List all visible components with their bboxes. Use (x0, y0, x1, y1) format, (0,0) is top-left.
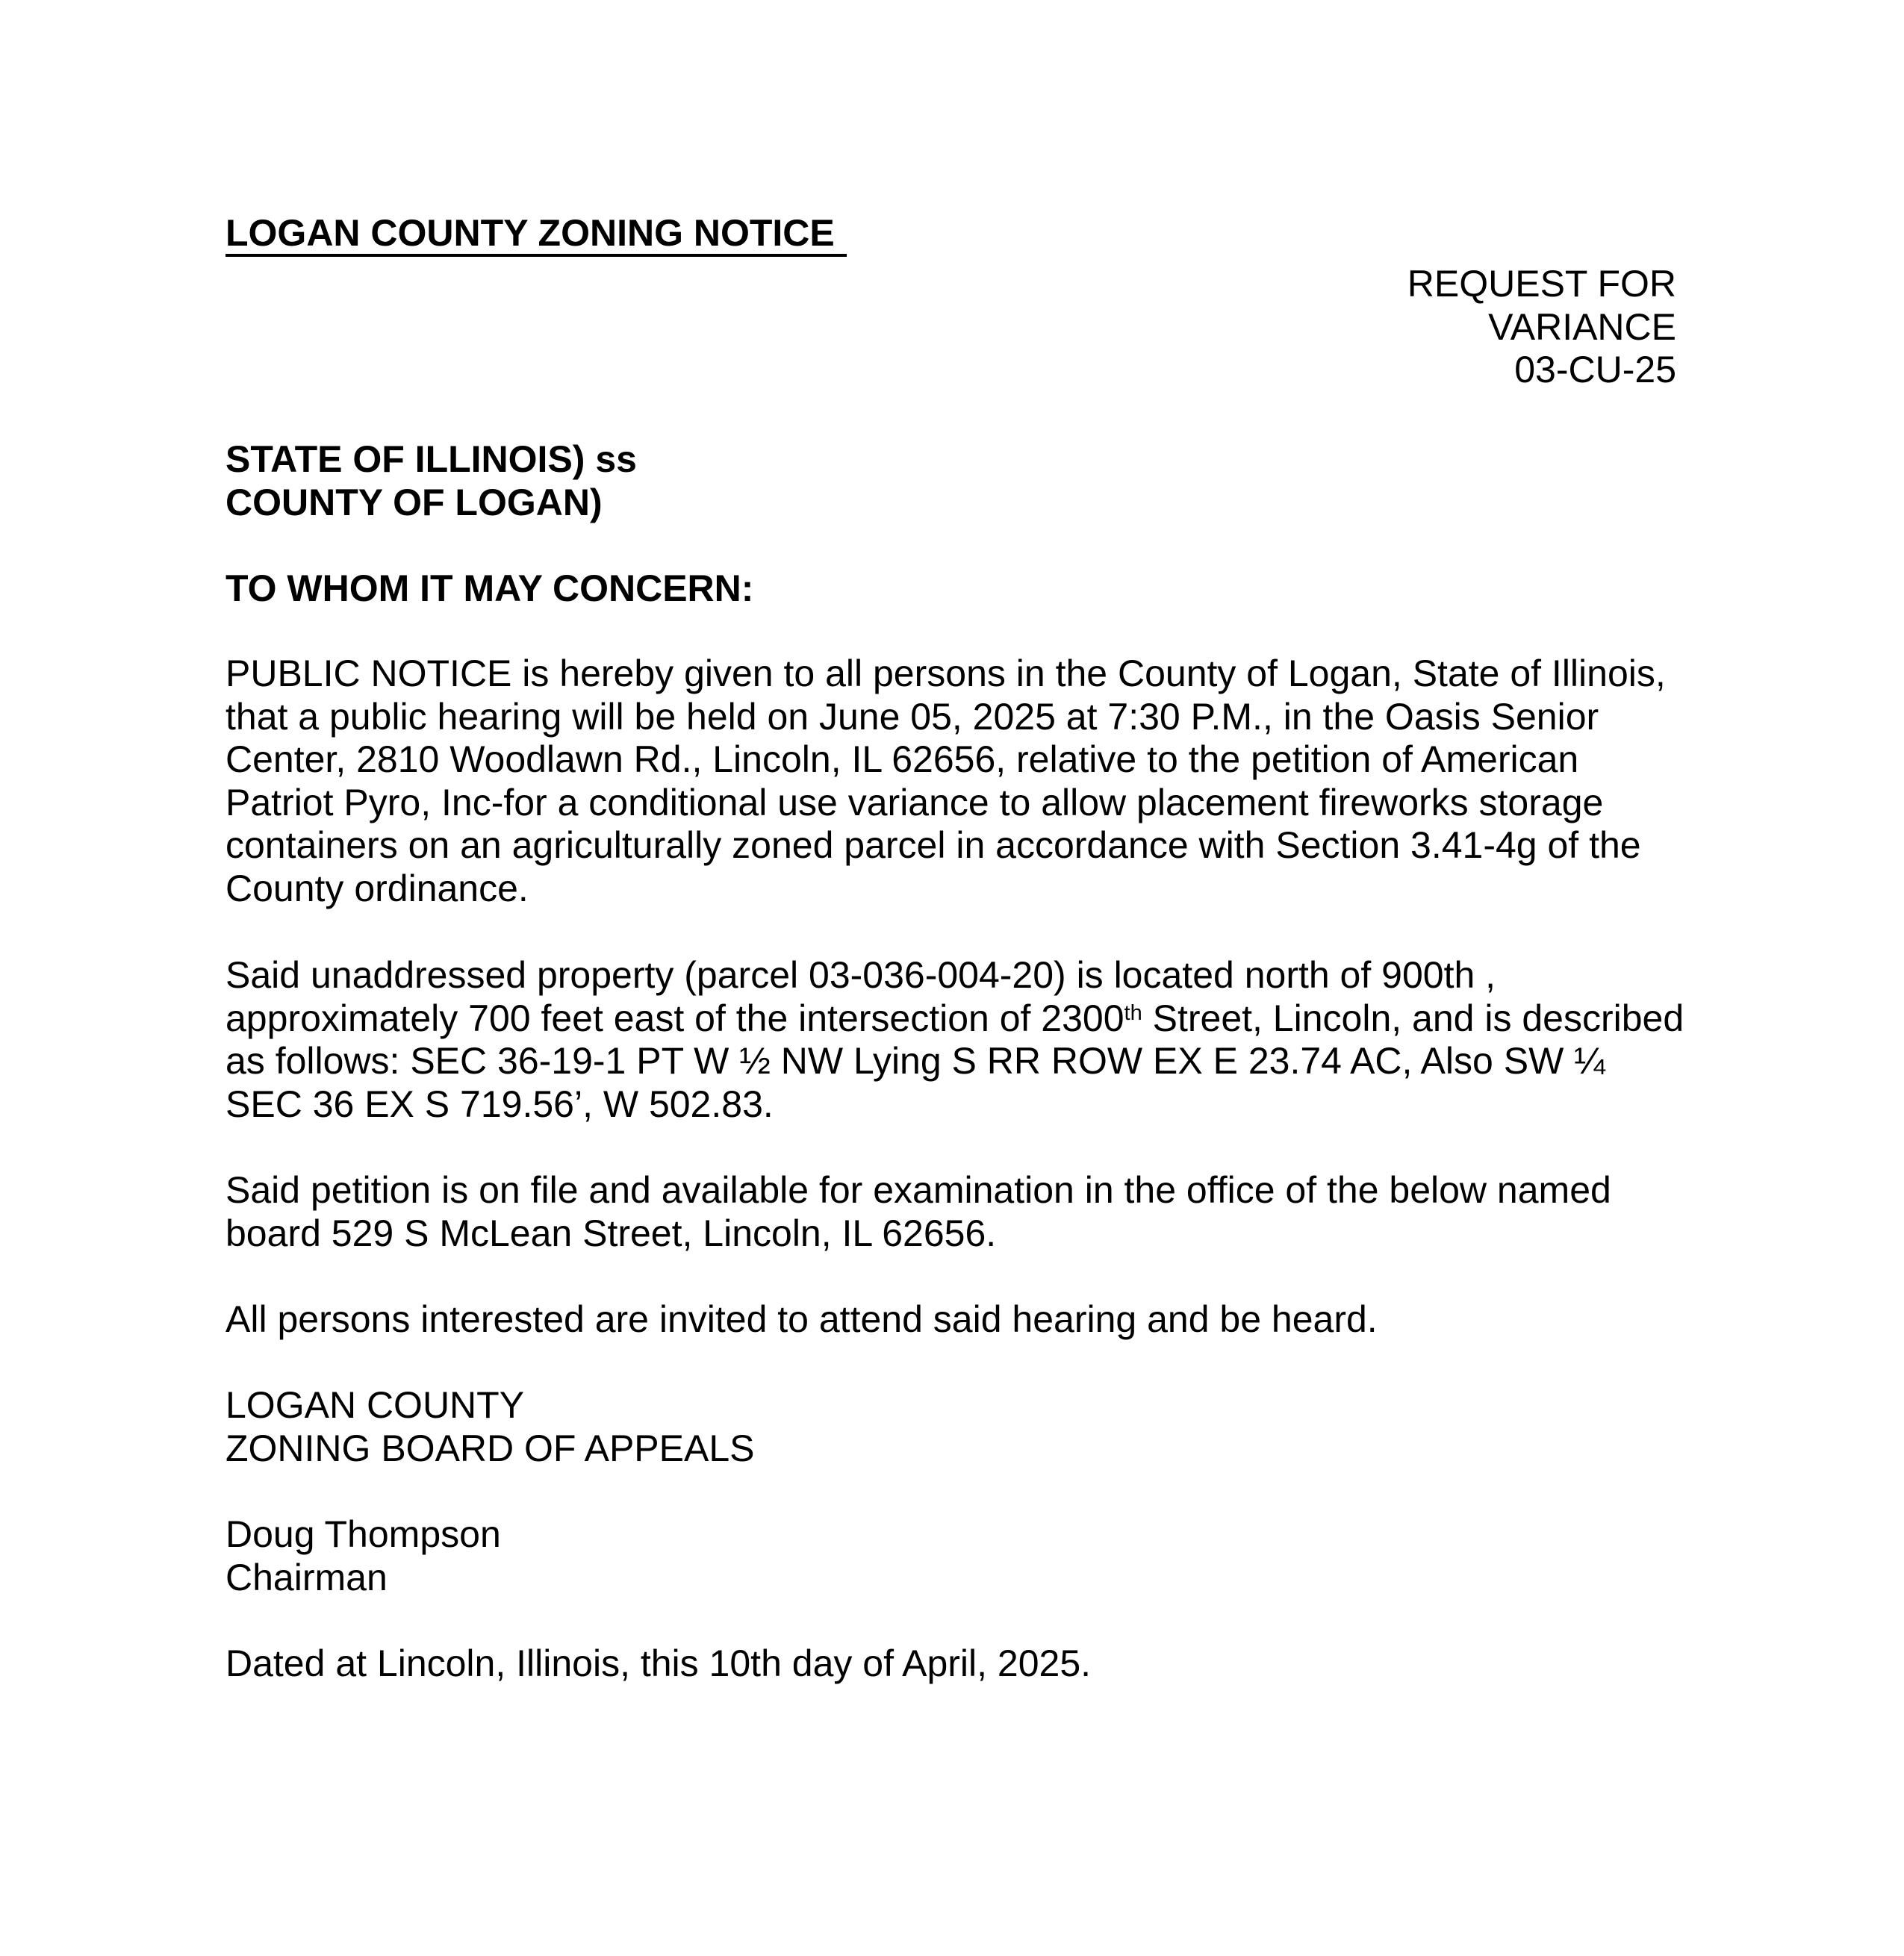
public-notice-line: that a public hearing will be held on June 05, 2025 at 7:30 P.M., in the Oasis Senior (225, 695, 1599, 738)
public-notice-paragraph (225, 652, 1676, 911)
property-line: SEC 36 EX S 719.56’, W 502.83. (225, 1083, 774, 1125)
signer-name: Doug Thompson (225, 1513, 501, 1555)
property-line-2-pre: approximately 700 feet east of the intersection of 2300 (225, 997, 1124, 1039)
property-description-paragraph (225, 954, 1684, 1126)
petition-on-file-paragraph (225, 1169, 1676, 1255)
petition-line: Said petition is on file and available for examination in the office of the below named (225, 1169, 1611, 1211)
property-line-2-post: Street, Lincoln, and is described (1142, 997, 1684, 1039)
public-notice-line: Patriot Pyro, Inc-for a conditional use variance to allow placement fireworks storage (225, 781, 1604, 823)
request-block (225, 263, 1676, 392)
notice-title-block (225, 212, 1676, 257)
notice-title: LOGAN COUNTY ZONING NOTICE (225, 214, 847, 257)
case-number: 03-CU-25 (1514, 349, 1676, 391)
salutation: TO WHOM IT MAY CONCERN: (225, 567, 754, 609)
property-line: Said unaddressed property (parcel 03-036-004-20) is located north of 900th , (225, 954, 1496, 996)
property-line: as follows: SEC 36-19-1 PT W ½ NW Lying S RR ROW EX E 23.74 AC, Also SW ¼ (225, 1040, 1605, 1083)
issuing-board-block (225, 1384, 1676, 1470)
property-line (225, 997, 1684, 1041)
public-notice-line: Center, 2810 Woodlawn Rd., Lincoln, IL 62656, relative to the petition of American (225, 738, 1579, 781)
petition-line: board 529 S McLean Street, Lincoln, IL 62656. (225, 1212, 997, 1254)
signer-title: Chairman (225, 1556, 388, 1598)
jurat-block (225, 438, 1676, 524)
invitation-line: All persons interested are invited to attend said hearing and be heard. (225, 1298, 1378, 1340)
request-line-2: VARIANCE (1488, 305, 1676, 348)
public-notice-line: containers on an agriculturally zoned parcel in accordance with Section 3.41-4g of the (225, 824, 1641, 867)
board-name-line: ZONING BOARD OF APPEALS (225, 1427, 755, 1469)
signature-block (225, 1513, 1676, 1599)
jurat-state-line: STATE OF ILLINOIS) ss (225, 438, 637, 480)
salutation-block (225, 567, 1676, 611)
ordinal-superscript: th (1124, 1000, 1142, 1025)
public-notice-line: PUBLIC NOTICE is hereby given to all persons in the County of Logan, State of Illinois, (225, 652, 1666, 694)
board-name-line: LOGAN COUNTY (225, 1384, 525, 1426)
request-line-1: REQUEST FOR (1407, 263, 1676, 305)
dated-block (225, 1642, 1676, 1686)
jurat-county-line: COUNTY OF LOGAN) (225, 481, 603, 523)
dated-line: Dated at Lincoln, Illinois, this 10th day of April, 2025. (225, 1642, 1092, 1684)
invitation-paragraph (225, 1298, 1676, 1342)
public-notice-line: County ordinance. (225, 867, 529, 909)
